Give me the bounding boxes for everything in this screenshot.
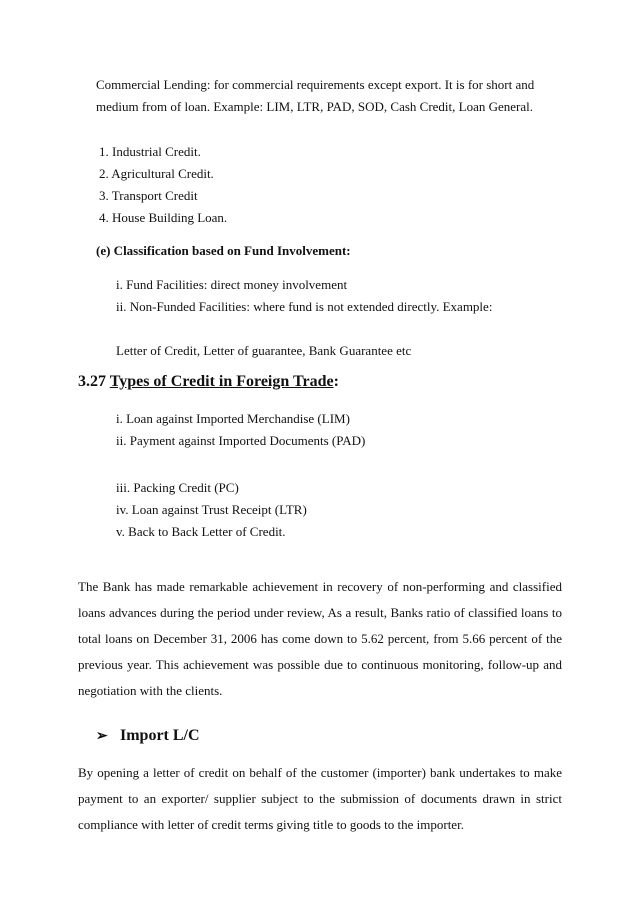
commercial-line-2: medium from of loan. Example: LIM, LTR, PAD, SOD, Cash Credit, Loan General. [96,99,534,114]
list-item: 3. Transport Credit [99,188,198,203]
fund-involvement-example: Letter of Credit, Letter of guarantee, Bank Guarantee etc [116,343,412,358]
list-item: 4. House Building Loan. [99,210,228,225]
import-lc-paragraph: By opening a letter of credit on behalf of the customer (importer) bank undertakes to make payment to an exporter/ supplier subject to the submission of documents drawn in strict compliance with letter of credit terms giving title to goods to the importer. [78,765,562,832]
list-item: v. Back to Back Letter of Credit. [116,524,286,539]
section-number: 3.27 [78,373,106,390]
list-item: iii. Packing Credit (PC) [116,480,239,495]
list-item: 1. Industrial Credit. [99,144,201,159]
list-item: ii. Non-Funded Facilities: where fund is not extended directly. Example: [116,299,493,314]
section-heading-3-27 [78,373,339,391]
section-title: Types of Credit in Foreign Trade [109,373,334,390]
list-item: ii. Payment against Imported Documents (PAD) [116,433,366,448]
import-lc-title: Import L/C [120,727,200,744]
list-item: i. Fund Facilities: direct money involvement [116,277,348,292]
commercial-line-1: Commercial Lending: for commercial requirements except export. It is for short and [96,77,535,92]
recovery-paragraph: The Bank has made remarkable achievement in recovery of non-performing and classified loans advances during the period under review, As a result, Banks ratio of classified loans to total loans on December 31, 2006 has come down to 5.62 percent, from 5.66 percent of the previous year. This achievement was possible due to continuous monitoring, follow-up and negotiation with the clients. [78,579,562,698]
fund-involvement-heading: (e) Classification based on Fund Involvement: [96,243,351,258]
section-title-colon: : [333,373,339,390]
list-item: iv. Loan against Trust Receipt (LTR) [116,502,307,517]
import-lc-heading [96,727,200,745]
arrow-bullet-icon: ➢ [96,729,108,744]
list-item: 2. Agricultural Credit. [99,166,214,181]
list-item: i. Loan against Imported Merchandise (LIM) [116,411,350,426]
